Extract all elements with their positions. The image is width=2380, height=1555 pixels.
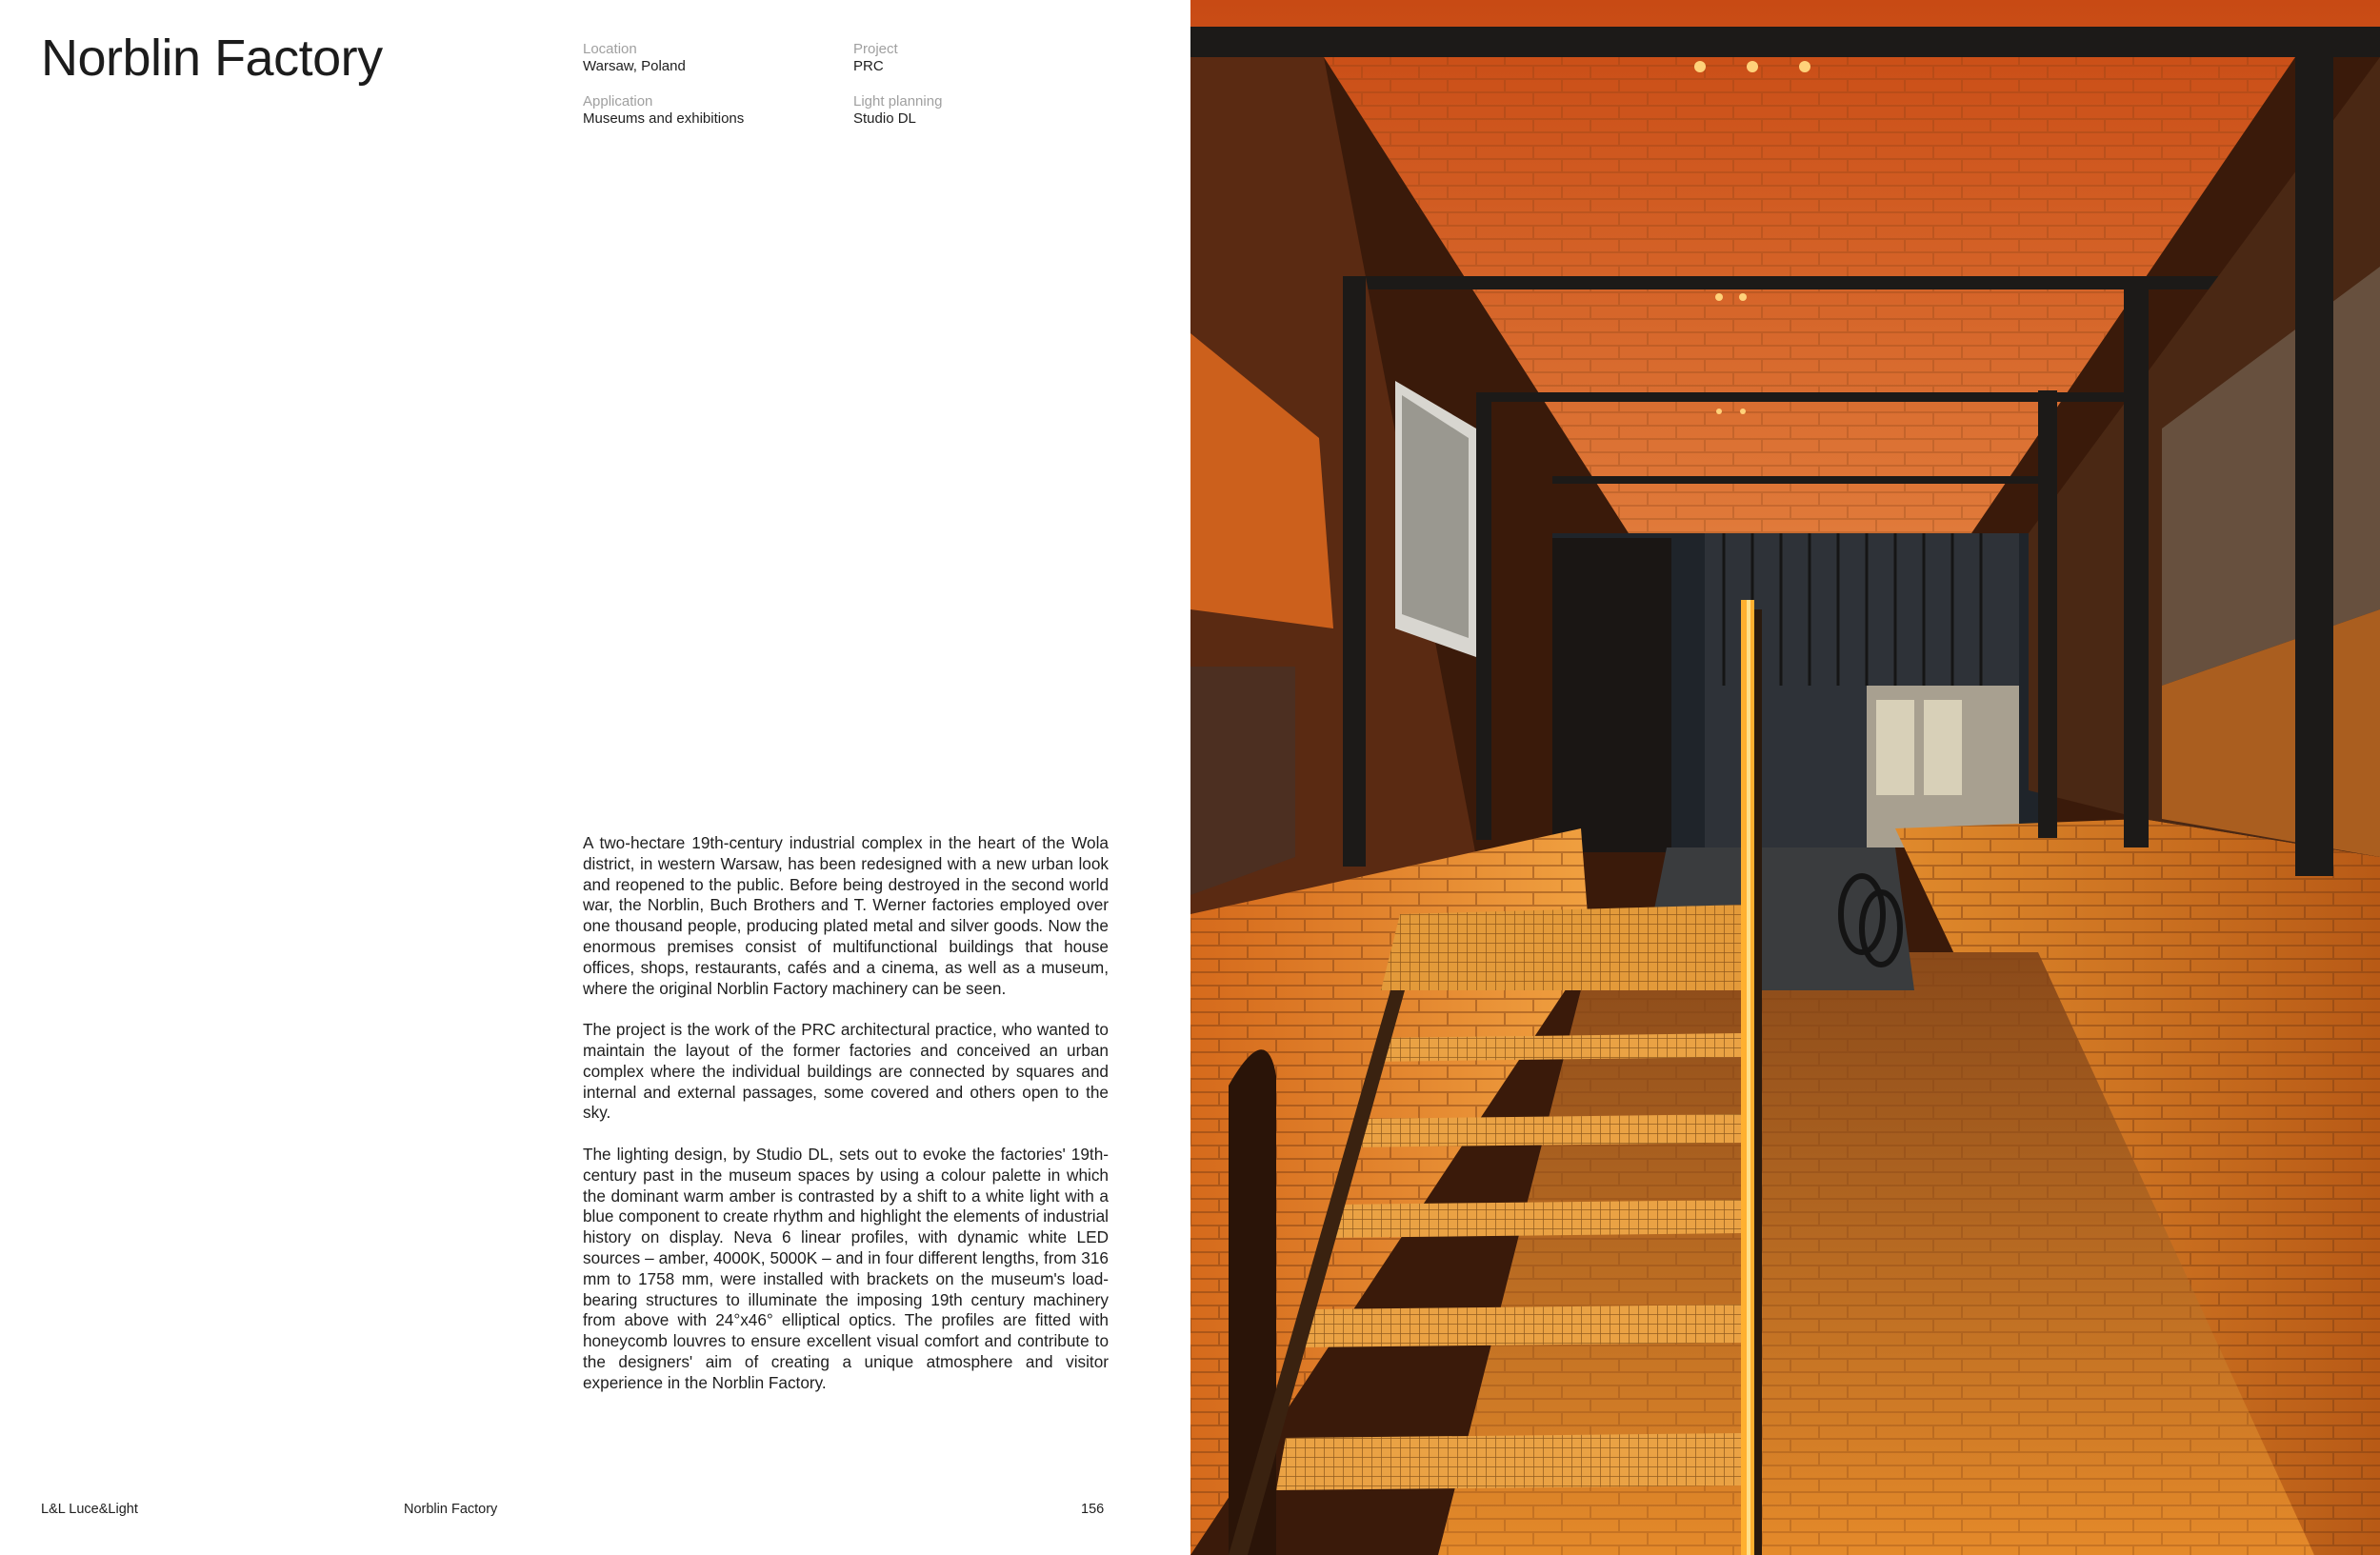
meta-location (583, 41, 830, 75)
meta-application-value: Museums and exhibitions (583, 110, 745, 127)
body-paragraph: A two-hectare 19th-century industrial complex in the heart of the Wola district, in western Warsaw, has been redesigned with a new urban look and reopened to the public. Before being destroyed in the second world war, the Norblin, Buch Brothers and T. Werner factories employed over one thousand people, producing plated metal and silver goods. Now the enormous premises consist of multifunctional buildings that house offices, shops, restaurants, cafés and a cinema, as well as a museum, where the original Norblin Factory machinery can be seen. (583, 833, 1109, 998)
article-body (583, 833, 1109, 1414)
body-paragraph: The project is the work of the PRC architectural practice, who wanted to maintain the layout of the former factories and conceived an urban complex where the individual buildings are connected by squares and internal and external passages, some covered and others open to the sky. (583, 1020, 1109, 1123)
body-paragraph: The lighting design, by Studio DL, sets out to evoke the factories' 19th-century past in the museum spaces by using a colour palette in which the dominant warm amber is contrasted by a shift to a white light with a blue component to create rhythm and highlight the elements of industrial history on display. Neva 6 linear profiles, with dynamic white LED sources – amber, 4000K, 5000K – and in four different lengths, from 316 mm to 1758 mm, were installed with brackets on the museum's load-bearing structures to illuminate the imposing 19th century machinery from above with 24°x46° elliptical optics. The profiles are fitted with honeycomb louvres to ensure excellent visual comfort and contribute to the designers' aim of creating a unique atmosphere and visitor experience in the Norblin Factory. (583, 1144, 1109, 1392)
footer-section: Norblin Factory (404, 1502, 498, 1517)
project-photo (1190, 0, 2380, 1555)
photo-illustration (1190, 0, 2380, 1555)
meta-application-label: Application (583, 93, 653, 110)
meta-location-label: Location (583, 41, 637, 57)
meta-project-value: PRC (853, 58, 884, 74)
meta-light-planning-label: Light planning (853, 93, 943, 110)
page-title: Norblin Factory (41, 30, 383, 87)
meta-location-value: Warsaw, Poland (583, 58, 686, 74)
meta-light-planning (853, 93, 1101, 128)
meta-light-planning-value: Studio DL (853, 110, 916, 127)
footer-publication: L&L Luce&Light (41, 1502, 138, 1517)
footer-page-number: 156 (1081, 1502, 1105, 1517)
meta-project-label: Project (853, 41, 898, 57)
meta-application (583, 93, 830, 128)
meta-project (853, 41, 1101, 75)
